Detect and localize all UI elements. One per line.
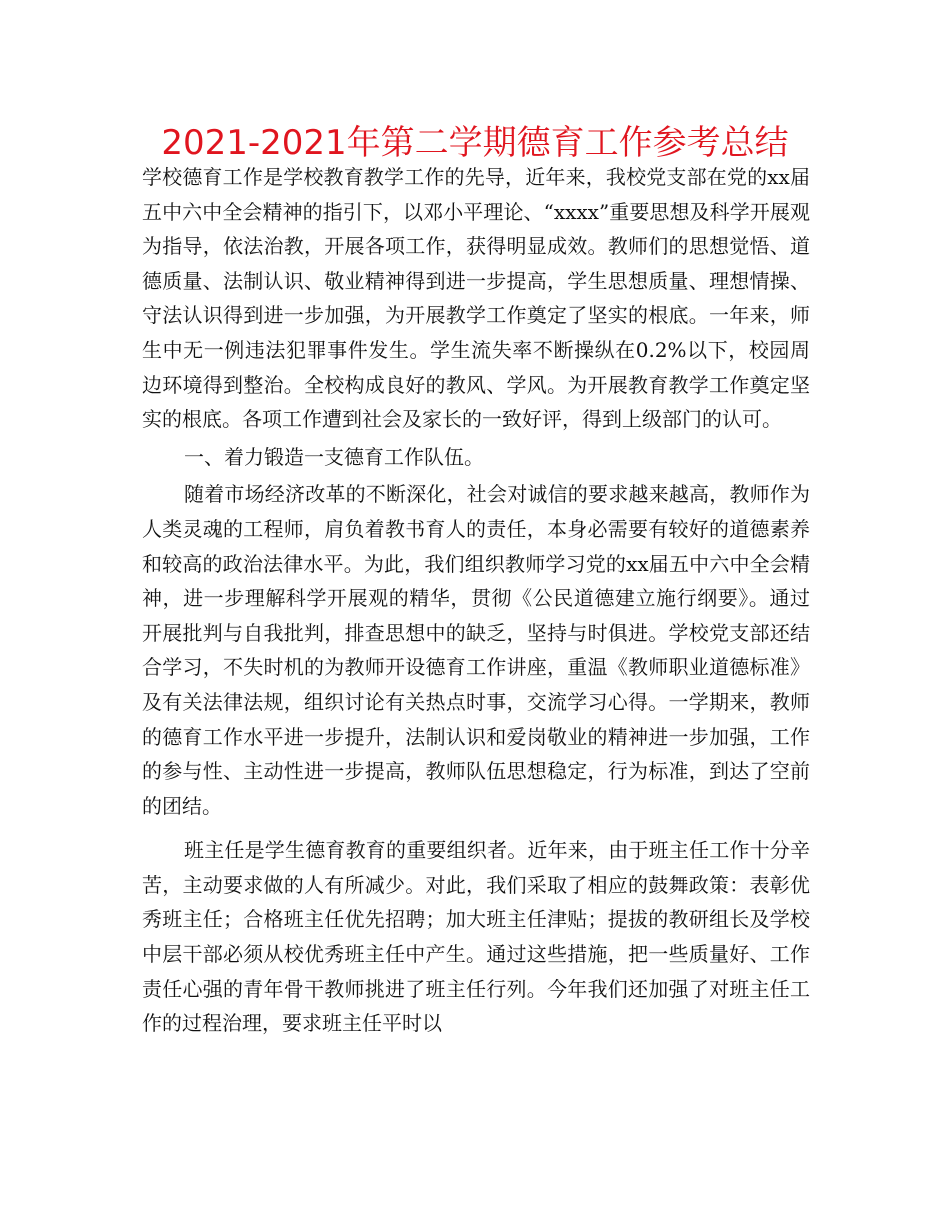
- paragraph-teacher-team: 随着市场经济改革的不断深化，社会对诚信的要求越来越高，教师作为人类灵魂的工程师，肩负着教书育人的责任，本身必需要有较好的道德素养和较高的政治法律水平。为此，我们组织教师学习党的xx届五中六中全会精神，进一步理解科学开展观的精华，贯彻《公民道德建立施行纲要》。通过开展批判与自我批判，排查思想中的缺乏，坚持与时俱进。学校党支部还结合学习，不失时机的为教师开设德育工作讲座，重温《教师职业道德标准》及有关法律法规，组织讨论有关热点时事，交流学习心得。一学期来，教师的德育工作水平进一步提升，法制认识和爱岗敬业的精神进一步加强，工作的参与性、主动性进一步提高，教师队伍思想稳定，行为标准，到达了空前的团结。: [142, 482, 810, 818]
- document-body: [142, 160, 810, 1041]
- paragraph-head-teacher: 班主任是学生德育教育的重要组织者。近年来，由于班主任工作十分辛苦，主动要求做的人有所减少。对此，我们采取了相应的鼓舞政策：表彰优秀班主任；合格班主任优先招聘；加大班主任津贴；提拔的教研组长及学校中层干部必须从校优秀班主任中产生。通过这些措施，把一些质量好、工作责任心强的青年骨干教师挑进了班主任行列。今年我们还加强了对班主任工作的过程治理，要求班主任平时以: [142, 838, 810, 1036]
- paragraph-intro: 学校德育工作是学校教育教学工作的先导，近年来，我校党支部在党的xx届五中六中全会精神的指引下，以邓小平理论、“xxxx”重要思想及科学开展观为指导，依法治教，开展各项工作，获得明显成效。教师们的思想觉悟、道德质量、法制认识、敬业精神得到进一步提高，学生思想质量、理想情操、守法认识得到进一步加强，为开展教学工作奠定了坚实的根底。一年来，师生中无一例违法犯罪事件发生。学生流失率不断操纵在0.2%以下，校园周边环境得到整治。全校构成良好的教风、学风。为开展教育教学工作奠定坚实的根底。各项工作遭到社会及家长的一致好评，得到上级部门的认可。: [142, 165, 810, 432]
- document-title: 2021-2021年第二学期德育工作参考总结: [161, 123, 789, 163]
- section-heading-1: 一、着力锻造一支德育工作队伍。: [184, 444, 484, 469]
